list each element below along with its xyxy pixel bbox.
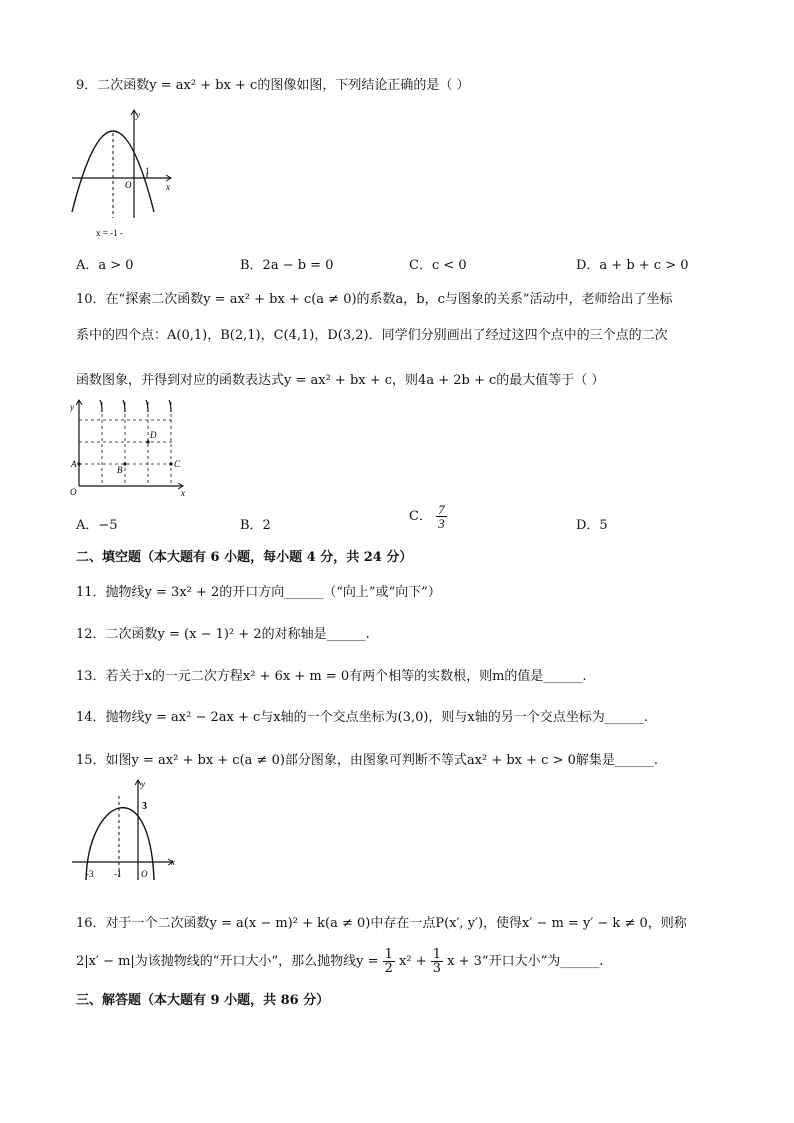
q13: 13．若关于x的一元二次方程x² + 6x + m = 0有两个相等的实数根，则m的值是______. (76, 669, 587, 684)
q11: 11．抛物线y = 3x² + 2的开口方向______（“向上”或“向下”） (76, 585, 441, 600)
q16-fraction-third (431, 948, 443, 975)
q10-y-label: y (70, 402, 74, 412)
q12: 12．二次函数y = (x − 1)² + 2的对称轴是______. (76, 627, 370, 642)
q10-figure (70, 398, 190, 498)
q16-fraction-half (383, 948, 395, 975)
q15-x-label: x (171, 857, 175, 867)
q10-label-d: D (150, 430, 157, 440)
q15-label-3: 3 (142, 801, 147, 812)
q16-half-denominator: 2 (384, 961, 393, 976)
q10-point-a (77, 462, 80, 465)
q9-option-c: C．c < 0 (409, 258, 467, 273)
q15-figure (70, 778, 185, 883)
q10-line3: 函数图象，并得到对应的函数表达式y = ax² + bx + c，则4a + 2b + c的最大值等于（ ） (76, 373, 605, 388)
q10-option-c-fraction (436, 503, 447, 530)
q9-figure (70, 106, 180, 241)
q16-line2-end: x + 3“开口大小”为______. (447, 954, 604, 969)
q16-line1: 16．对于一个二次函数y = a(x − m)² + k(a ≠ 0)中存在一点P(x′, y′)，使得x′ − m = y′ − k ≠ 0，则称 (76, 916, 687, 931)
q9-option-a: A．a > 0 (76, 258, 134, 273)
q10-option-b: B．2 (240, 518, 271, 533)
q16-third-numerator: 1 (432, 947, 442, 962)
q10-option-a: A．−5 (76, 518, 118, 533)
q9-tick-label: 1 (145, 166, 150, 176)
q15-label-neg3: -3 (86, 869, 94, 879)
q9-option-b: B．2a − b = 0 (240, 258, 334, 273)
q10-option-c (409, 503, 447, 530)
q9-stem: 9．二次函数y = ax² + bx + c的图像如图，下列结论正确的是（ ） (76, 78, 470, 93)
q15-label-neg1: -1 (114, 869, 122, 879)
q10-point-d (146, 440, 149, 443)
q10-point-b (123, 462, 126, 465)
q16-line2 (76, 948, 603, 975)
q10-option-c-label: C． (409, 509, 432, 524)
q16-half-numerator: 1 (384, 947, 393, 962)
q9-option-d: D．a + b + c > 0 (576, 258, 689, 273)
q14: 14．抛物线y = ax² − 2ax + c与x轴的一个交点坐标为(3,0)，则与x轴的另一个交点坐标为______. (76, 710, 648, 725)
q16-line2-start: 2|x′ − m|为该抛物线的“开口大小”，那么抛物线y = (76, 954, 379, 969)
q15-origin-label: O (141, 869, 148, 879)
q9-caption: x = -1 - (96, 228, 123, 238)
section-2-heading: 二、填空题（本大题有 6 小题，每小题 4 分，共 24 分） (76, 550, 413, 565)
q10-line1: 10．在“探索二次函数y = ax² + bx + c(a ≠ 0)的系数a，b，c与图象的关系”活动中，老师给出了坐标 (76, 292, 673, 307)
q15-y-label: y (141, 779, 145, 789)
section-3-heading: 三、解答题（本大题有 9 小题，共 86 分） (76, 993, 330, 1008)
q9-x-label: x (166, 182, 170, 192)
q10-x-label: x (181, 488, 185, 498)
q16-line2-mid: x² + (399, 954, 427, 969)
q10-label-a: A (71, 459, 77, 469)
q10-option-c-numerator: 7 (438, 502, 445, 517)
q10-point-c (169, 462, 172, 465)
q10-option-d: D．5 (576, 518, 608, 533)
q10-label-c: C (174, 459, 181, 469)
q15-stem: 15．如图y = ax² + bx + c(a ≠ 0)部分图象，由图象可判断不等式ax² + bx + c > 0解集是______. (76, 753, 659, 768)
q10-origin-label: O (70, 487, 77, 497)
q9-y-label: y (136, 110, 140, 120)
q10-label-b: B (117, 465, 123, 475)
q10-line2: 系中的四个点：A(0,1)，B(2,1)，C(4,1)，D(3,2)．同学们分别画出了经过这四个点中的三个点的二次 (76, 328, 668, 343)
q10-curve-fragments (100, 400, 171, 412)
q16-third-denominator: 3 (432, 961, 442, 976)
q10-grid (79, 402, 172, 486)
q10-option-c-denominator: 3 (438, 516, 445, 531)
q9-origin-label: O (125, 180, 132, 190)
